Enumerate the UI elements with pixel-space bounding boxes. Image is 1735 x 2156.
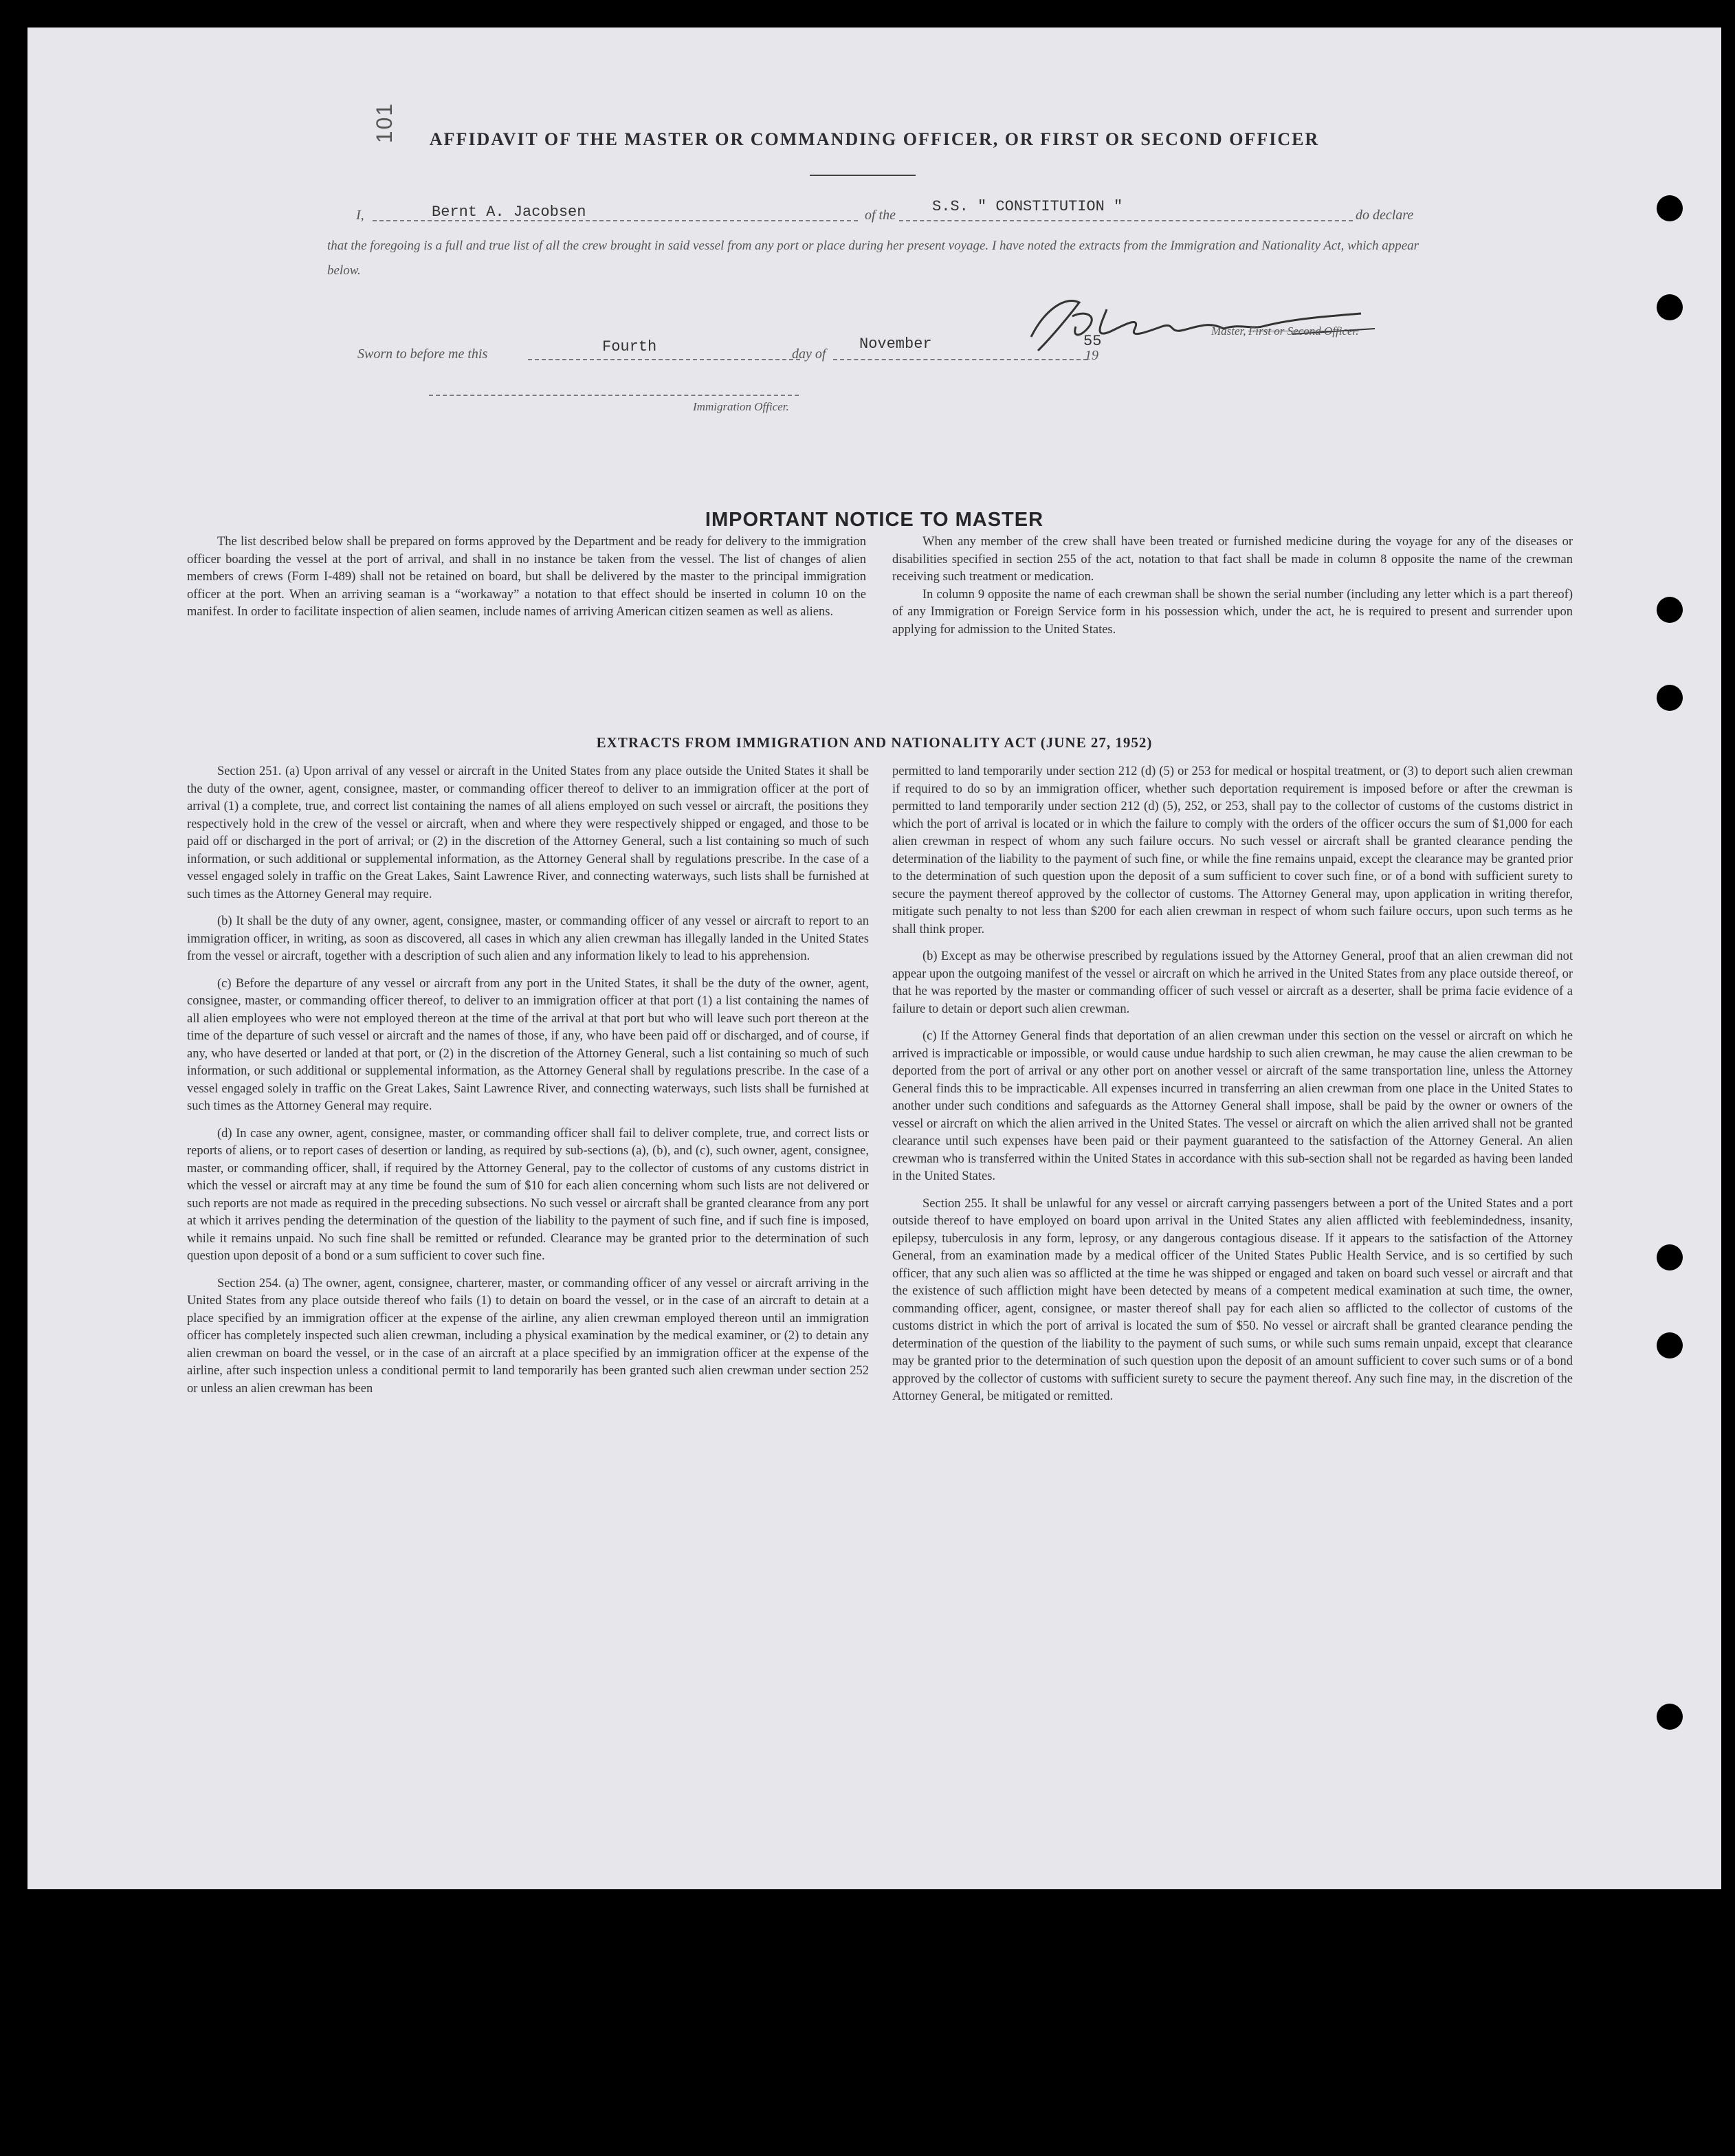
year-value: 55 bbox=[1083, 333, 1102, 350]
section-255: Section 255. It shall be unlawful for any vessel or aircraft carrying passengers between a port of the United States and a port outside thereof to have employed on board upon arrival in the United States any alien afflicted with feeblemindedness, insanity, epilepsy, tuberculosis in any form, leprosy, or any dangerous contagious disease. If it appears to the satisfaction of the Attorney General, from an examination made by a medical officer of the United States Public Health Service, and is so certified by such officer, that any such alien was so afflicted at the time he was shipped or engaged and taken on board such vessel or aircraft and that the existence of such affliction might have been detected by means of a competent medical examination at such time, the owner, commanding officer, agent, consignee, or master thereof shall pay for each alien so afflicted to the collector of customs of the customs district in which the port of arrival is located the sum of $50. No vessel or aircraft shall be granted clearance pending the determination of the question of the liability to the payment of such sums, or while such sums remain unpaid, except that clearance may be granted prior to the determination of such question upon the deposit of an amount sufficient to cover such sums or of a bond approved by the collector of customs with sufficient surety to secure the payment thereof. Any such fine may, in the discretion of the Attorney General, be mitigated or remitted. bbox=[892, 1196, 1573, 1403]
master-label: Master, bbox=[1211, 324, 1246, 338]
section-251-c: (c) Before the departure of any vessel or aircraft from any port in the United States, it shall be the duty of the owner, agent, consignee, master, or commanding officer thereof, to deliver to an immigration officer at that port (1) a list containing the names of all alien employees who were not employed thereon at the time of the arrival at that port but who will leave such port thereon at the time of the departure of such vessel or aircraft and the names of those, if any, who have been paid off or discharged, and of course, if any, who have deserted or landed at that port, or (2) in the discretion of the Attorney General, such a list containing so much of such information, or such additional or supplemental information, as the Attorney General shall by regulations prescribe. In the case of a vessel engaged solely in traffic on the Great Lakes, Saint Lawrence River, and connecting waterways, such lists shall be furnished at such times as the Attorney General may require. bbox=[187, 976, 869, 1113]
title-rule bbox=[810, 175, 916, 176]
corner-mark: 101 bbox=[372, 102, 397, 144]
binder-hole bbox=[1657, 195, 1683, 221]
section-251-b: (b) It shall be the duty of any owner, agent, consignee, master, or commanding officer of any vessel or aircraft to report to an immigration officer, in writing, as soon as discovered, all cases in which any alien crewman has illegally landed in the United States from the vessel or aircraft, together with a description of such alien and any information likely to lead to his apprehension. bbox=[187, 914, 869, 963]
year-prefix: 19 bbox=[1085, 348, 1098, 363]
affidavit-intro: that the foregoing is a full and true list of all the crew brought in said vessel from any port or place during her present voyage. I have noted the extracts from the Immigration and Nationality Act, which appear below. bbox=[327, 239, 1419, 278]
day-of-label: day of bbox=[792, 346, 826, 362]
day-value: Fourth bbox=[602, 338, 657, 355]
immigration-officer-label: Immigration Officer. bbox=[693, 400, 789, 413]
do-declare-label: do declare bbox=[1356, 208, 1414, 223]
month-value: November bbox=[859, 336, 932, 353]
binder-hole bbox=[1657, 1244, 1683, 1270]
prefix-i: I, bbox=[356, 208, 364, 223]
day-line bbox=[528, 359, 800, 360]
affidavit-title: AFFIDAVIT OF THE MASTER OR COMMANDING OFFICER, OR FIRST OR SECOND OFFICER bbox=[429, 129, 1320, 149]
month-line bbox=[833, 359, 1087, 360]
extracts-right-column bbox=[892, 763, 1573, 1406]
notice-left-text: The list described below shall be prepared on forms approved by the Department and be ready for delivery to the immigration officer boarding the vessel at the port of arrival, and shall in no instance be taken from the vessel. The list of changes of alien members of crews (Form I-489) shall not be retained on board, but shall be delivered by the master to the principal immigration officer at the port. When an arriving seaman is a “workaway” a notation to that effect should be inserted in column 10 on the manifest. In order to facilitate inspection of alien seamen, include names of arriving American citizen seamen as well as aliens. bbox=[187, 535, 866, 619]
immigration-officer-line bbox=[429, 395, 799, 396]
vessel-line bbox=[899, 220, 1353, 221]
extracts-title: EXTRACTS FROM IMMIGRATION AND NATIONALITY ACT (JUNE 27, 1952) bbox=[596, 734, 1153, 751]
notice-title: IMPORTANT NOTICE TO MASTER bbox=[705, 509, 1044, 531]
notice-right-column bbox=[892, 534, 1573, 639]
section-254-c: (c) If the Attorney General finds that deportation of an alien crewman under this section on the vessel or aircraft on which he arrived is impracticable or impossible, or would cause undue hardship to such alien crewman, he may cause the alien crewman to be deported from the port of arrival or any other port on another vessel or aircraft of the same transportation line, unless the Attorney General finds this to be impracticable. All expenses incurred in transferring an alien crewman from one place in the United States to another under such conditions and safeguards as the Attorney General shall impose, shall be paid by the owner or owners of the vessel or aircraft on which the alien arrived in the United States. The vessel or aircraft on which the alien arrived shall not be granted clearance until such expenses have been paid or their payment guaranteed to the satisfaction of the Attorney General. An alien crewman who is transferred within the United States in accordance with this sub-section shall not be regarded as having been landed in the United States. bbox=[892, 1029, 1573, 1183]
binder-hole bbox=[1657, 685, 1683, 711]
officer-struck-label: First or Second Officer. bbox=[1248, 324, 1359, 338]
section-251-d: (d) In case any owner, agent, consignee, master, or commanding officer shall fail to deliver complete, true, and correct lists or reports of aliens, or to report cases of desertion or landing, as required by sub-sections (a), (b), and (c), such owner, agent, consignee, master, or commanding officer, shall, if required by the Attorney General, pay to the collector of customs of any customs district in which the vessel or aircraft may at any time be found the sum of $10 for each alien concerning whom such lists are not delivered or such reports are not made as required in the preceding subsections. No such vessel or aircraft shall be granted clearance from any port at which it arrives pending the determination of the question of the liability to the payment of such fine, and if such fine is imposed, while it remains unpaid. No such fine shall be remitted or refunded. Clearance may be granted prior to the determination of such question upon deposit of a bond or a sum sufficient to cover such fine. bbox=[187, 1126, 869, 1263]
binder-hole bbox=[1657, 294, 1683, 320]
notice-right-p2: In column 9 opposite the name of each crewman shall be shown the serial number (including any letter which is a part thereof) of any Immigration or Foreign Service form in his possession which, under the act, he is required to present and surrender upon applying for admission to the United States. bbox=[892, 587, 1573, 637]
sworn-prefix: Sworn to before me this bbox=[357, 346, 488, 362]
section-254-b: (b) Except as may be otherwise prescribed by regulations issued by the Attorney General, proof that an alien crewman did not appear upon the outgoing manifest of the vessel or aircraft on which he arrived in the United States from any place outside thereof, or that he was reported by the master or commanding officer of such vessel or aircraft as a deserter, shall be prima facie evidence of a failure to detain or deport such alien crewman. bbox=[892, 949, 1573, 1016]
binder-hole bbox=[1657, 1704, 1683, 1730]
document-page bbox=[27, 28, 1721, 1889]
of-the-label: of the bbox=[865, 208, 896, 223]
master-name: Bernt A. Jacobsen bbox=[432, 204, 586, 221]
binder-hole bbox=[1657, 597, 1683, 623]
vessel-name: S.S. " CONSTITUTION " bbox=[932, 198, 1123, 215]
section-254-a: Section 254. (a) The owner, agent, consignee, charterer, master, or commanding officer of any vessel or aircraft arriving in the United States from any place outside thereof who fails (1) to detain on board the vessel, or in the case of an aircraft to detain at a place specified by an immigration officer at the expense of the airline, any alien crewman employed thereon until an immigration officer has completely inspected such alien crewman, including a physical examination by the medical examiner, or (2) to detain any alien crewman on board the vessel, or in the case of an aircraft at a place specified by an immigration officer at the expense of the airline, after such inspection unless a conditional permit to land temporarily has been granted such alien crewman under section 252 or unless an alien crewman has been bbox=[187, 1276, 869, 1396]
section-254-a-continued: permitted to land temporarily under section 212 (d) (5) or 253 for medical or hospital treatment, or (3) to deport such alien crewman if required to do so by an immigration officer, whether such deportation requirement is imposed before or after the crewman is permitted to land temporarily under section 212 (d) (5), 252, or 253, shall pay to the collector of customs of the customs district in which the port of arrival is located or in which the failure to comply with the orders of the officer occurs the sum of $1,000 for each alien crewman in respect of whom any such failure occurs. No such vessel or aircraft shall be granted clearance pending the determination of the liability to the payment of such fine, or while the fine remains unpaid, except the clearance may be granted prior to the determination of such question upon the deposit of a sum sufficient to cover such fine, or of a bond with sufficient surety to secure the payment thereof approved by the collector of customs. The Attorney General may, upon application in writing therefor, mitigate such penalty to not less than $200 for each alien crewman in respect of whom such failure occurs, upon such terms as he shall think proper. bbox=[892, 764, 1573, 936]
notice-left-column bbox=[187, 534, 866, 622]
extracts-left-column bbox=[187, 763, 869, 1398]
notice-right-p1: When any member of the crew shall have been treated or furnished medicine during the voyage for any of the diseases or disabilities specified in section 255 of the act, notation to that fact shall be made in column 8 opposite the name of the crewman receiving such treatment or medication. bbox=[892, 535, 1573, 584]
binder-hole bbox=[1657, 1332, 1683, 1358]
section-251-a: Section 251. (a) Upon arrival of any vessel or aircraft in the United States from any place outside the United States it shall be the duty of the owner, agent, consignee, master, or commanding officer thereof to deliver to an immigration officer at the port of arrival (1) a complete, true, and correct list containing the names of all aliens employed on such vessel or aircraft, the positions they respectively hold in the crew of the vessel or aircraft, when and where they were respectively shipped or engaged, and those to be paid off or discharged in the port of arrival; or (2) in the discretion of the Attorney General, such a list containing so much of such information, or such additional or supplemental information, as the Attorney General shall by regulations prescribe. In the case of a vessel engaged solely in traffic on the Great Lakes, Saint Lawrence River, and connecting waterways, such lists shall be furnished at such times as the Attorney General may require. bbox=[187, 764, 869, 901]
